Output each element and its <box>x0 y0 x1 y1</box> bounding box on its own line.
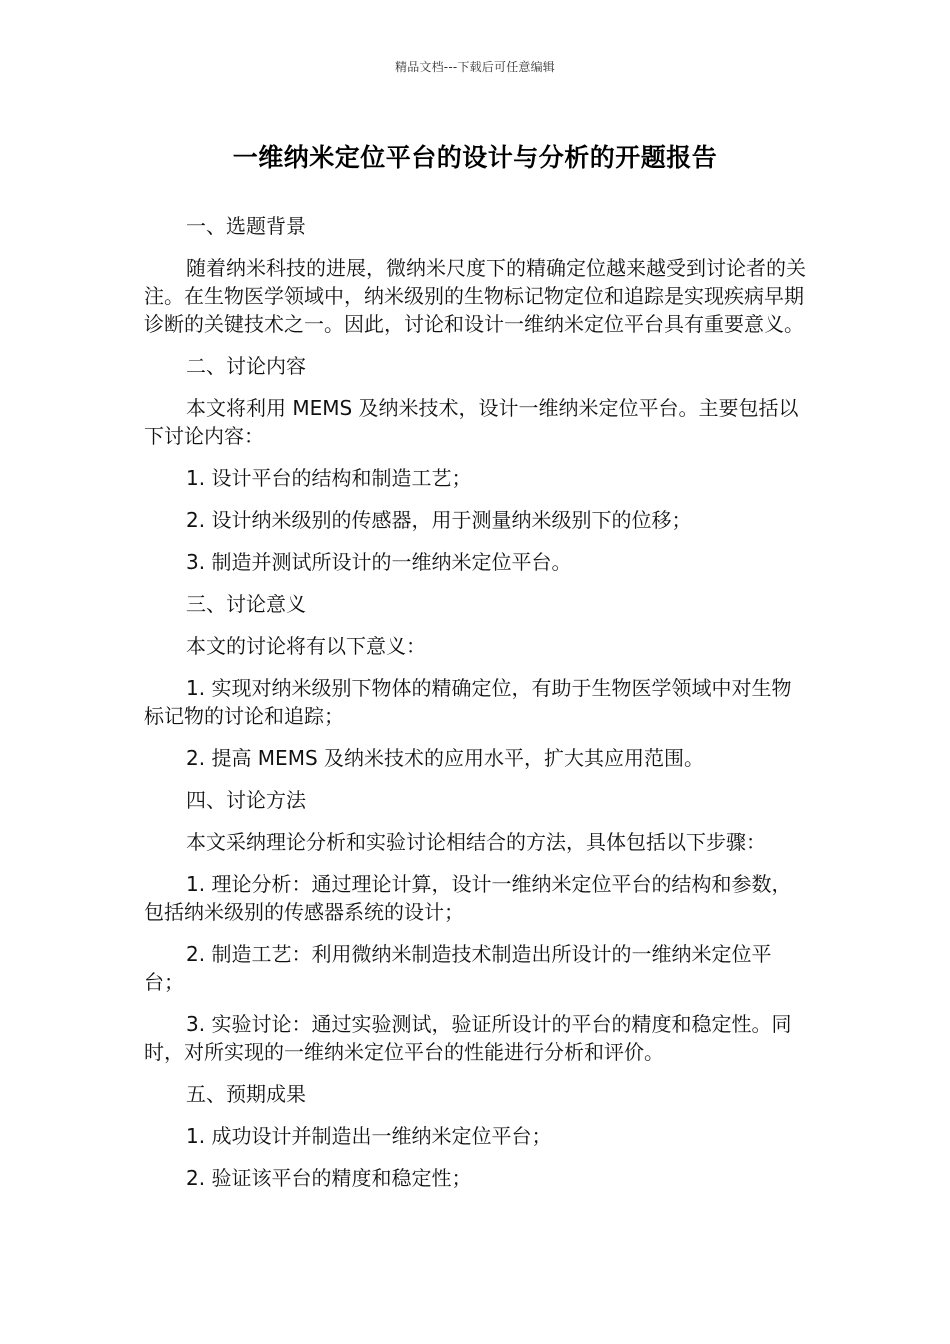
list-item: 3. 制造并测试所设计的一维纳米定位平台。 <box>186 550 572 574</box>
list-item: 2. 设计纳米级别的传感器，用于测量纳米级别下的位移； <box>186 508 692 532</box>
section-heading-significance: 三、讨论意义 <box>186 592 306 616</box>
list-item: 3. 实验讨论：通过实验测试，验证所设计的平台的精度和稳定性。同时，对所实现的一维纳米定位平台的性能进行分析和评价。 <box>144 1012 792 1064</box>
paragraph-significance-intro: 本文的讨论将有以下意义： <box>186 634 426 658</box>
list-item: 1. 实现对纳米级别下物体的精确定位，有助于生物医学领域中对生物标记物的讨论和追踪； <box>144 676 792 728</box>
paragraph-content-intro: 本文将利用 MEMS 及纳米技术，设计一维纳米定位平台。主要包括以下讨论内容： <box>144 396 799 448</box>
list-item: 1. 设计平台的结构和制造工艺； <box>186 466 472 490</box>
paragraph-method-intro: 本文采纳理论分析和实验讨论相结合的方法，具体包括以下步骤： <box>186 830 766 854</box>
list-item: 1. 成功设计并制造出一维纳米定位平台； <box>186 1124 552 1148</box>
header-note: 精品文档---下载后可任意编辑 <box>395 60 555 74</box>
document-title: 一维纳米定位平台的设计与分析的开题报告 <box>232 143 718 172</box>
list-item: 2. 提高 MEMS 及纳米技术的应用水平，扩大其应用范围。 <box>186 746 704 770</box>
list-item: 2. 验证该平台的精度和稳定性； <box>186 1166 472 1190</box>
document-body <box>144 212 808 1206</box>
section-heading-results: 五、预期成果 <box>186 1082 306 1106</box>
paragraph-background: 随着纳米科技的进展，微纳米尺度下的精确定位越来越受到讨论者的关注。在生物医学领域中，纳米级别的生物标记物定位和追踪是实现疾病早期诊断的关键技术之一。因此，讨论和设计一维纳米定位平台具有重要意义。 <box>144 256 806 336</box>
section-heading-method: 四、讨论方法 <box>186 788 306 812</box>
section-heading-background: 一、选题背景 <box>186 214 306 238</box>
section-heading-content: 二、讨论内容 <box>186 354 306 378</box>
list-item: 2. 制造工艺：利用微纳米制造技术制造出所设计的一维纳米定位平台； <box>144 942 772 994</box>
list-item: 1. 理论分析：通过理论计算，设计一维纳米定位平台的结构和参数，包括纳米级别的传感器系统的设计； <box>144 872 792 924</box>
